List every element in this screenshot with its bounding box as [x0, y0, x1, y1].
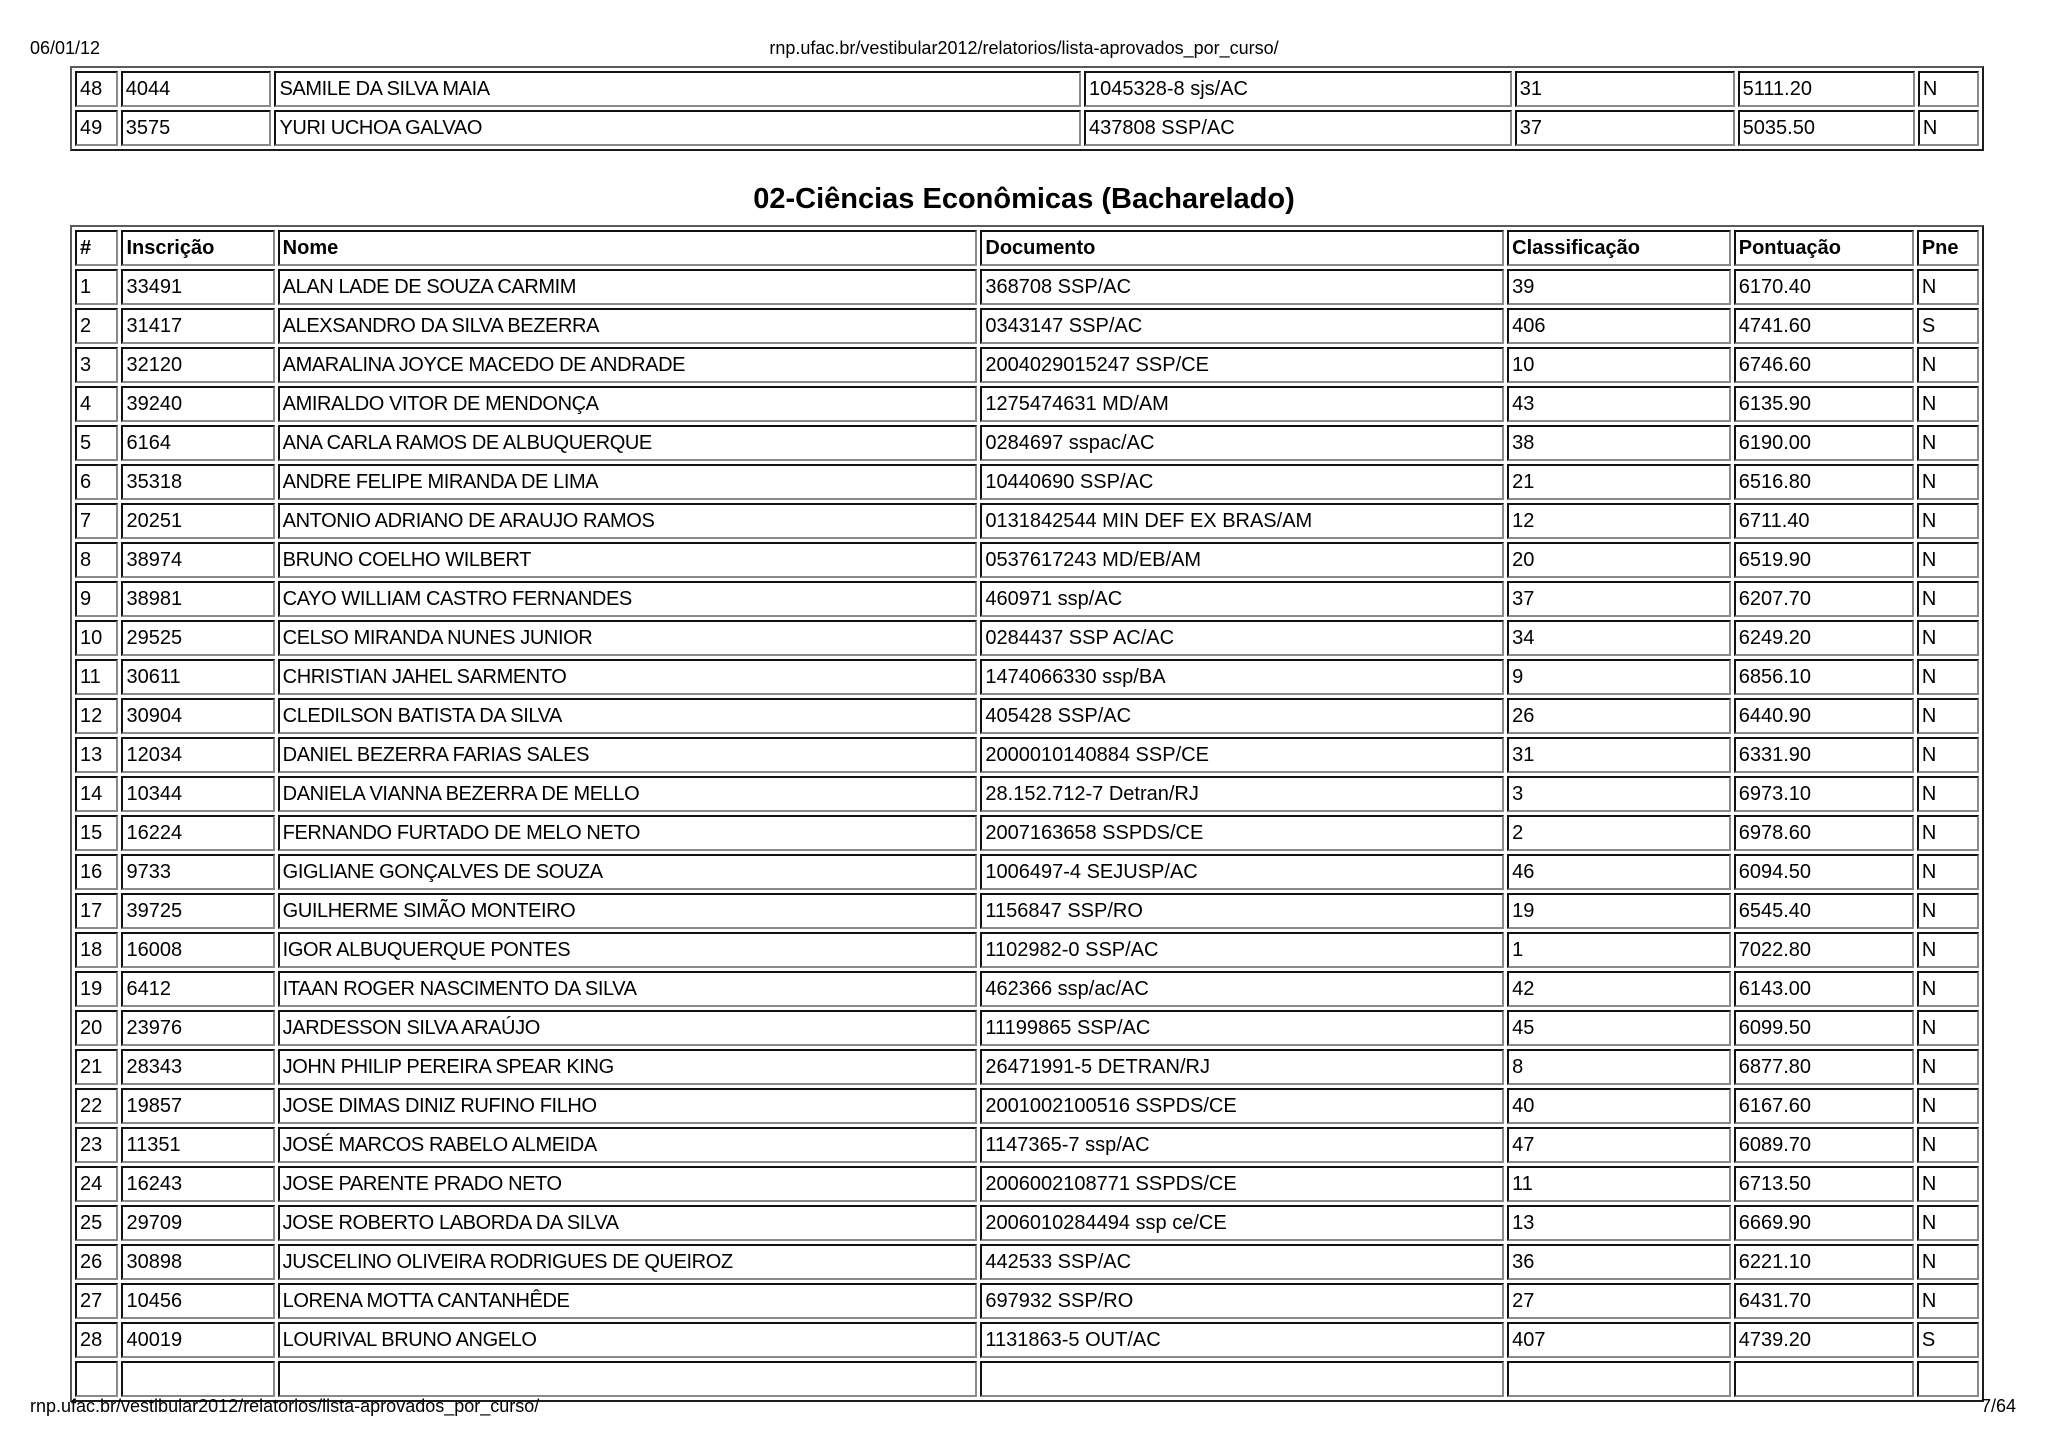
cell-number [75, 1361, 118, 1397]
cell-documento: 460971 ssp/AC [980, 581, 1504, 617]
cell-pontuacao: 4739.20 [1734, 1322, 1914, 1358]
cell-inscricao: 19857 [121, 1088, 274, 1124]
print-footer-url: rnp.ufac.br/vestibular2012/relatorios/lista-aprovados_por_curso/ [30, 1396, 540, 1416]
cell-nome: SAMILE DA SILVA MAIA [274, 71, 1081, 107]
cell-pne: N [1917, 425, 1979, 461]
cell-pne: N [1917, 932, 1979, 968]
cell-classificacao: 43 [1507, 386, 1731, 422]
cell-inscricao: 20251 [121, 503, 274, 539]
cell-classificacao: 37 [1515, 110, 1735, 146]
cell-documento: 462366 ssp/ac/AC [980, 971, 1504, 1007]
cell-classificacao: 8 [1507, 1049, 1731, 1085]
cell-pne: N [1918, 71, 1979, 107]
table-row [75, 1205, 1979, 1241]
cell-inscricao: 3575 [121, 110, 272, 146]
cell-documento: 2007163658 SSPDS/CE [980, 815, 1504, 851]
cell-number: 49 [75, 110, 118, 146]
cell-documento: 0284437 SSP AC/AC [980, 620, 1504, 656]
cell-inscricao: 38981 [121, 581, 274, 617]
cell-classificacao: 10 [1507, 347, 1731, 383]
cell-nome: CAYO WILLIAM CASTRO FERNANDES [278, 581, 978, 617]
cell-documento: 0343147 SSP/AC [980, 308, 1504, 344]
cell-pontuacao: 5111.20 [1738, 71, 1915, 107]
cell-nome: CLEDILSON BATISTA DA SILVA [278, 698, 978, 734]
cell-inscricao: 11351 [121, 1127, 274, 1163]
cell-pne: N [1917, 386, 1979, 422]
cell-inscricao: 6412 [121, 971, 274, 1007]
cell-documento: 1156847 SSP/RO [980, 893, 1504, 929]
table-row [75, 1049, 1979, 1085]
cell-number: 24 [75, 1166, 118, 1202]
cell-pontuacao: 6973.10 [1734, 776, 1914, 812]
cell-nome: YURI UCHOA GALVAO [274, 110, 1081, 146]
table-row [75, 737, 1979, 773]
cell-inscricao: 23976 [121, 1010, 274, 1046]
cell-number: 15 [75, 815, 118, 851]
table-row [75, 1283, 1979, 1319]
cell-inscricao: 30904 [121, 698, 274, 734]
cell-inscricao: 16008 [121, 932, 274, 968]
cell-pne: N [1917, 1127, 1979, 1163]
cell-number: 21 [75, 1049, 118, 1085]
cell-inscricao: 10456 [121, 1283, 274, 1319]
cell-inscricao: 40019 [121, 1322, 274, 1358]
cell-nome: CELSO MIRANDA NUNES JUNIOR [278, 620, 978, 656]
cell-number: 48 [75, 71, 118, 107]
cell-number: 4 [75, 386, 118, 422]
cell-number: 11 [75, 659, 118, 695]
cell-nome: LOURIVAL BRUNO ANGELO [278, 1322, 978, 1358]
cell-pne: N [1917, 737, 1979, 773]
cell-classificacao: 37 [1507, 581, 1731, 617]
cell-classificacao [1507, 1361, 1731, 1397]
cell-pne: N [1917, 620, 1979, 656]
cell-pne: N [1917, 1244, 1979, 1280]
cell-nome: DANIEL BEZERRA FARIAS SALES [278, 737, 978, 773]
cell-nome: ALEXSANDRO DA SILVA BEZERRA [278, 308, 978, 344]
cell-pontuacao: 6249.20 [1734, 620, 1914, 656]
print-date: 06/01/12 [30, 38, 101, 58]
cell-inscricao: 32120 [121, 347, 274, 383]
cell-pne: N [1917, 893, 1979, 929]
cell-pontuacao: 6135.90 [1734, 386, 1914, 422]
cell-classificacao: 31 [1507, 737, 1731, 773]
page-number: 7/64 [1980, 1396, 2016, 1416]
table-row [75, 71, 1979, 107]
cell-nome: JUSCELINO OLIVEIRA RODRIGUES DE QUEIROZ [278, 1244, 978, 1280]
cell-nome: FERNANDO FURTADO DE MELO NETO [278, 815, 978, 851]
cell-documento: 2001002100516 SSPDS/CE [980, 1088, 1504, 1124]
cell-pontuacao: 6746.60 [1734, 347, 1914, 383]
cell-documento: 1147365-7 ssp/AC [980, 1127, 1504, 1163]
table-row [75, 893, 1979, 929]
cell-pontuacao: 5035.50 [1738, 110, 1915, 146]
table-row [75, 971, 1979, 1007]
cell-inscricao: 6164 [121, 425, 274, 461]
cell-inscricao: 29525 [121, 620, 274, 656]
cell-number: 8 [75, 542, 118, 578]
cell-pontuacao: 6978.60 [1734, 815, 1914, 851]
table-row [75, 1166, 1979, 1202]
cell-documento: 0131842544 MIN DEF EX BRAS/AM [980, 503, 1504, 539]
table-row-continued [75, 1361, 1979, 1397]
cell-number: 10 [75, 620, 118, 656]
cell-classificacao: 42 [1507, 971, 1731, 1007]
cell-inscricao: 16243 [121, 1166, 274, 1202]
cell-classificacao: 20 [1507, 542, 1731, 578]
cell-pne: N [1917, 815, 1979, 851]
cell-pontuacao: 6331.90 [1734, 737, 1914, 773]
cell-number: 9 [75, 581, 118, 617]
cell-pne: N [1917, 1205, 1979, 1241]
cell-number: 25 [75, 1205, 118, 1241]
cell-inscricao: 12034 [121, 737, 274, 773]
table-row [75, 776, 1979, 812]
cell-pontuacao: 7022.80 [1734, 932, 1914, 968]
cell-number: 14 [75, 776, 118, 812]
table-row [75, 932, 1979, 968]
cell-documento: 1006497-4 SEJUSP/AC [980, 854, 1504, 890]
cell-nome: ANTONIO ADRIANO DE ARAUJO RAMOS [278, 503, 978, 539]
cell-classificacao: 26 [1507, 698, 1731, 734]
table-row [75, 1127, 1979, 1163]
cell-number: 19 [75, 971, 118, 1007]
cell-nome: LORENA MOTTA CANTANHÊDE [278, 1283, 978, 1319]
column-header-nome: Nome [278, 230, 978, 266]
column-header-number: # [75, 230, 118, 266]
cell-inscricao: 31417 [121, 308, 274, 344]
cell-inscricao: 39725 [121, 893, 274, 929]
cell-classificacao: 11 [1507, 1166, 1731, 1202]
cell-classificacao: 27 [1507, 1283, 1731, 1319]
cell-inscricao [121, 1361, 274, 1397]
cell-pne: N [1917, 971, 1979, 1007]
cell-pne: N [1917, 542, 1979, 578]
cell-pontuacao: 6190.00 [1734, 425, 1914, 461]
cell-number: 16 [75, 854, 118, 890]
cell-pontuacao: 6170.40 [1734, 269, 1914, 305]
cell-documento: 1131863-5 OUT/AC [980, 1322, 1504, 1358]
table-row [75, 503, 1979, 539]
cell-documento: 10440690 SSP/AC [980, 464, 1504, 500]
cell-pne: S [1917, 308, 1979, 344]
cell-classificacao: 3 [1507, 776, 1731, 812]
cell-nome: BRUNO COELHO WILBERT [278, 542, 978, 578]
cell-pontuacao: 6669.90 [1734, 1205, 1914, 1241]
cell-number: 13 [75, 737, 118, 773]
cell-inscricao: 38974 [121, 542, 274, 578]
table-row [75, 269, 1979, 305]
print-header-url: rnp.ufac.br/vestibular2012/relatorios/lista-aprovados_por_curso/ [769, 38, 1279, 58]
cell-inscricao: 35318 [121, 464, 274, 500]
cell-inscricao: 39240 [121, 386, 274, 422]
cell-pontuacao [1734, 1361, 1914, 1397]
cell-documento: 1474066330 ssp/BA [980, 659, 1504, 695]
cell-pontuacao: 6089.70 [1734, 1127, 1914, 1163]
cell-documento: 26471991-5 DETRAN/RJ [980, 1049, 1504, 1085]
cell-nome: JOSÉ MARCOS RABELO ALMEIDA [278, 1127, 978, 1163]
cell-inscricao: 4044 [121, 71, 272, 107]
cell-classificacao: 38 [1507, 425, 1731, 461]
cell-documento: 11199865 SSP/AC [980, 1010, 1504, 1046]
cell-classificacao: 45 [1507, 1010, 1731, 1046]
table-row [75, 581, 1979, 617]
previous-course-table [70, 66, 1984, 151]
cell-classificacao: 34 [1507, 620, 1731, 656]
cell-documento: 368708 SSP/AC [980, 269, 1504, 305]
table-row [75, 425, 1979, 461]
section-title: 02-Ciências Econômicas (Bacharelado) [753, 183, 1295, 215]
cell-nome: JARDESSON SILVA ARAÚJO [278, 1010, 978, 1046]
column-header-inscricao: Inscrição [121, 230, 274, 266]
previous-course-table-body [75, 71, 1979, 146]
cell-pontuacao: 6143.00 [1734, 971, 1914, 1007]
cell-classificacao: 36 [1507, 1244, 1731, 1280]
cell-inscricao: 29709 [121, 1205, 274, 1241]
cell-number: 26 [75, 1244, 118, 1280]
cell-number: 17 [75, 893, 118, 929]
cell-documento: 1102982-0 SSP/AC [980, 932, 1504, 968]
cell-pontuacao: 6099.50 [1734, 1010, 1914, 1046]
table-row [75, 1088, 1979, 1124]
cell-pne: N [1917, 1010, 1979, 1046]
cell-nome: IGOR ALBUQUERQUE PONTES [278, 932, 978, 968]
table-row [75, 464, 1979, 500]
cell-nome: ALAN LADE DE SOUZA CARMIM [278, 269, 978, 305]
cell-number: 28 [75, 1322, 118, 1358]
cell-pne: N [1917, 503, 1979, 539]
cell-pne: N [1917, 854, 1979, 890]
cell-number: 5 [75, 425, 118, 461]
cell-nome: ITAAN ROGER NASCIMENTO DA SILVA [278, 971, 978, 1007]
cell-pne: N [1918, 110, 1979, 146]
cell-pne: N [1917, 776, 1979, 812]
table-row [75, 815, 1979, 851]
cell-pontuacao: 6431.70 [1734, 1283, 1914, 1319]
cell-nome: CHRISTIAN JAHEL SARMENTO [278, 659, 978, 695]
cell-inscricao: 9733 [121, 854, 274, 890]
cell-nome: JOSE PARENTE PRADO NETO [278, 1166, 978, 1202]
cell-documento: 0284697 sspac/AC [980, 425, 1504, 461]
table-row [75, 698, 1979, 734]
table-row [75, 1322, 1979, 1358]
cell-inscricao: 33491 [121, 269, 274, 305]
cell-nome: AMARALINA JOYCE MACEDO DE ANDRADE [278, 347, 978, 383]
cell-documento: 28.152.712-7 Detran/RJ [980, 776, 1504, 812]
column-header-pne: Pne [1917, 230, 1979, 266]
table-row [75, 854, 1979, 890]
cell-number: 18 [75, 932, 118, 968]
cell-pne: N [1917, 269, 1979, 305]
table-row [75, 386, 1979, 422]
cell-documento: 405428 SSP/AC [980, 698, 1504, 734]
cell-documento: 442533 SSP/AC [980, 1244, 1504, 1280]
cell-pontuacao: 6221.10 [1734, 1244, 1914, 1280]
cell-number: 12 [75, 698, 118, 734]
cell-documento [980, 1361, 1504, 1397]
cell-nome: DANIELA VIANNA BEZERRA DE MELLO [278, 776, 978, 812]
cell-pne: S [1917, 1322, 1979, 1358]
cell-pne: N [1917, 698, 1979, 734]
cell-classificacao: 39 [1507, 269, 1731, 305]
table-row [75, 1010, 1979, 1046]
cell-number: 3 [75, 347, 118, 383]
table-row [75, 659, 1979, 695]
cell-number: 7 [75, 503, 118, 539]
cell-pontuacao: 6207.70 [1734, 581, 1914, 617]
cell-number: 2 [75, 308, 118, 344]
cell-documento: 2000010140884 SSP/CE [980, 737, 1504, 773]
cell-classificacao: 1 [1507, 932, 1731, 968]
cell-nome: GUILHERME SIMÃO MONTEIRO [278, 893, 978, 929]
cell-classificacao: 40 [1507, 1088, 1731, 1124]
table-row [75, 347, 1979, 383]
cell-documento: 697932 SSP/RO [980, 1283, 1504, 1319]
cell-classificacao: 2 [1507, 815, 1731, 851]
approved-list-table [70, 225, 1984, 1402]
cell-classificacao: 46 [1507, 854, 1731, 890]
cell-documento: 2004029015247 SSP/CE [980, 347, 1504, 383]
cell-pontuacao: 6711.40 [1734, 503, 1914, 539]
cell-classificacao: 13 [1507, 1205, 1731, 1241]
table-row [75, 542, 1979, 578]
cell-documento: 0537617243 MD/EB/AM [980, 542, 1504, 578]
table-row [75, 1244, 1979, 1280]
cell-nome: JOHN PHILIP PEREIRA SPEAR KING [278, 1049, 978, 1085]
cell-pontuacao: 6440.90 [1734, 698, 1914, 734]
cell-classificacao: 406 [1507, 308, 1731, 344]
table-row [75, 620, 1979, 656]
cell-classificacao: 21 [1507, 464, 1731, 500]
cell-pontuacao: 6519.90 [1734, 542, 1914, 578]
column-header-classificacao: Classificação [1507, 230, 1731, 266]
cell-pne: N [1917, 1283, 1979, 1319]
cell-classificacao: 407 [1507, 1322, 1731, 1358]
cell-pontuacao: 6713.50 [1734, 1166, 1914, 1202]
cell-pontuacao: 6877.80 [1734, 1049, 1914, 1085]
cell-documento: 437808 SSP/AC [1084, 110, 1512, 146]
cell-inscricao: 28343 [121, 1049, 274, 1085]
table-row [75, 308, 1979, 344]
cell-number: 27 [75, 1283, 118, 1319]
cell-pne: N [1917, 1049, 1979, 1085]
cell-pontuacao: 6167.60 [1734, 1088, 1914, 1124]
cell-number: 6 [75, 464, 118, 500]
cell-pne: N [1917, 1166, 1979, 1202]
cell-pne: N [1917, 581, 1979, 617]
cell-classificacao: 19 [1507, 893, 1731, 929]
cell-inscricao: 30898 [121, 1244, 274, 1280]
cell-pne [1917, 1361, 1979, 1397]
cell-nome: ANDRE FELIPE MIRANDA DE LIMA [278, 464, 978, 500]
cell-number: 20 [75, 1010, 118, 1046]
cell-number: 1 [75, 269, 118, 305]
cell-inscricao: 16224 [121, 815, 274, 851]
cell-documento: 1275474631 MD/AM [980, 386, 1504, 422]
cell-pontuacao: 6856.10 [1734, 659, 1914, 695]
cell-pontuacao: 4741.60 [1734, 308, 1914, 344]
cell-nome: JOSE DIMAS DINIZ RUFINO FILHO [278, 1088, 978, 1124]
cell-pontuacao: 6094.50 [1734, 854, 1914, 890]
cell-nome: JOSE ROBERTO LABORDA DA SILVA [278, 1205, 978, 1241]
cell-classificacao: 31 [1515, 71, 1735, 107]
approved-list-table-body [75, 269, 1979, 1397]
cell-documento: 2006010284494 ssp ce/CE [980, 1205, 1504, 1241]
cell-pne: N [1917, 464, 1979, 500]
cell-nome: ANA CARLA RAMOS DE ALBUQUERQUE [278, 425, 978, 461]
cell-classificacao: 9 [1507, 659, 1731, 695]
cell-pontuacao: 6516.80 [1734, 464, 1914, 500]
cell-documento: 2006002108771 SSPDS/CE [980, 1166, 1504, 1202]
cell-nome: GIGLIANE GONÇALVES DE SOUZA [278, 854, 978, 890]
cell-pne: N [1917, 1088, 1979, 1124]
cell-pne: N [1917, 659, 1979, 695]
cell-pne: N [1917, 347, 1979, 383]
cell-classificacao: 47 [1507, 1127, 1731, 1163]
column-header-documento: Documento [980, 230, 1504, 266]
cell-number: 23 [75, 1127, 118, 1163]
cell-inscricao: 10344 [121, 776, 274, 812]
cell-classificacao: 12 [1507, 503, 1731, 539]
table-row [75, 110, 1979, 146]
cell-pontuacao: 6545.40 [1734, 893, 1914, 929]
cell-nome [278, 1361, 978, 1397]
table-header-row [75, 230, 1979, 266]
column-header-pontuacao: Pontuação [1734, 230, 1914, 266]
cell-inscricao: 30611 [121, 659, 274, 695]
cell-nome: AMIRALDO VITOR DE MENDONÇA [278, 386, 978, 422]
cell-documento: 1045328-8 sjs/AC [1084, 71, 1512, 107]
cell-number: 22 [75, 1088, 118, 1124]
